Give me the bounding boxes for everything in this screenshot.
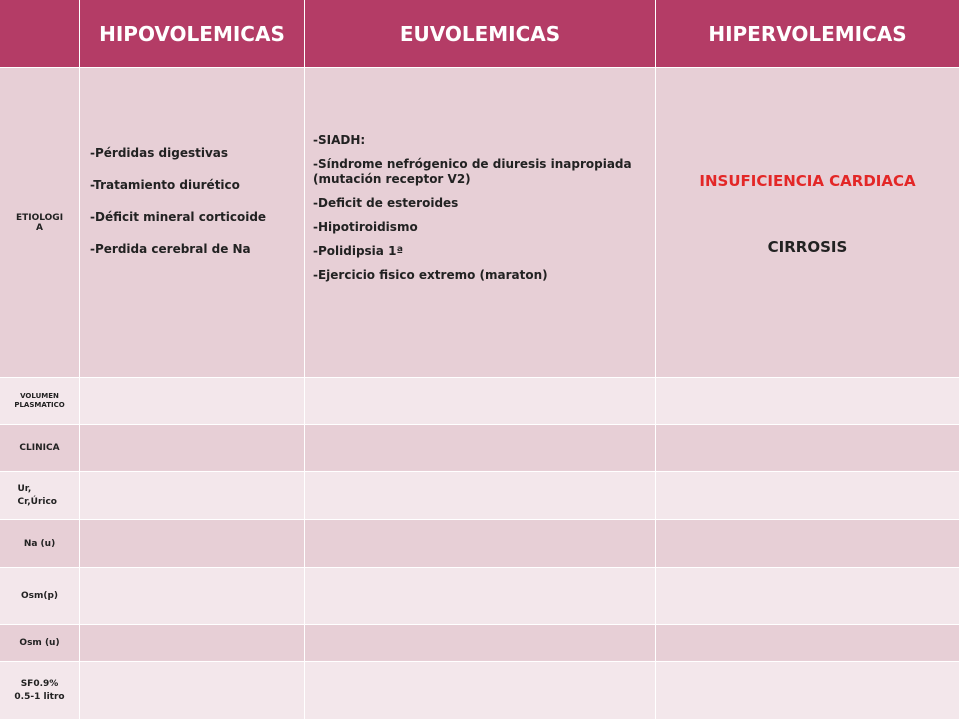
cirrosis-text: CIRROSIS xyxy=(767,238,848,256)
row-label-etiologia-text: ETIOLOGIA xyxy=(15,212,64,233)
osm-u-euvolemicas xyxy=(305,625,656,662)
row-label-osm-u xyxy=(0,625,80,662)
sf-hipervolemicas xyxy=(656,662,960,720)
na-euvolemicas xyxy=(305,520,656,568)
urea-hipervolemicas xyxy=(656,472,960,520)
etiologia-hipervolemicas xyxy=(656,68,960,378)
row-label-volumen xyxy=(0,378,80,425)
volumen-euvolemicas xyxy=(305,378,656,425)
row-label-clinica-text: CLINICA xyxy=(19,443,60,453)
list-item: -Tratamiento diurético xyxy=(90,178,240,192)
row-label-sf-text: SF0.9% 0.5-1 litro xyxy=(14,678,65,702)
list-item: -Síndrome nefrógenico de diuresis inapropiada (mutación receptor V2) xyxy=(313,157,632,186)
row-label-etiologia xyxy=(0,68,80,378)
header-corner xyxy=(0,0,80,68)
list-item: -Polidipsia 1ª xyxy=(313,244,404,258)
row-label-na xyxy=(0,520,80,568)
na-hipervolemicas xyxy=(656,520,960,568)
sf-euvolemicas xyxy=(305,662,656,720)
etiologia-hipovolemicas xyxy=(80,68,305,378)
na-hipovolemicas xyxy=(80,520,305,568)
list-item: -Ejercicio fisico extremo (maraton) xyxy=(313,268,548,282)
list-item: -SIADH: xyxy=(313,133,366,147)
osm-u-hipovolemicas xyxy=(80,625,305,662)
row-label-osm-p xyxy=(0,568,80,625)
header-euvolemicas xyxy=(305,0,656,68)
header-hipervolemicas-label: HIPERVOLEMICAS xyxy=(708,21,907,46)
list-item: -Hipotiroidismo xyxy=(313,220,418,234)
list-item: -Deficit de esteroides xyxy=(313,196,459,210)
osm-p-hipervolemicas xyxy=(656,568,960,625)
list-item: -Déficit mineral corticoide xyxy=(90,210,267,224)
etiologia-euvolemicas xyxy=(305,68,656,378)
header-hipovolemicas xyxy=(80,0,305,68)
row-label-sf xyxy=(0,662,80,720)
clinica-hipervolemicas xyxy=(656,425,960,472)
osm-p-euvolemicas xyxy=(305,568,656,625)
clinica-euvolemicas xyxy=(305,425,656,472)
urea-hipovolemicas xyxy=(80,472,305,520)
list-item: -Perdida cerebral de Na xyxy=(90,242,251,256)
volumen-hipervolemicas xyxy=(656,378,960,425)
list-item: -Pérdidas digestivas xyxy=(90,146,229,160)
header-hipervolemicas xyxy=(656,0,960,68)
insuficiencia-cardiaca-text: INSUFICIENCIA CARDIACA xyxy=(699,172,916,190)
header-euvolemicas-label: EUVOLEMICAS xyxy=(399,21,561,46)
row-label-osm-p-text: Osm(p) xyxy=(20,591,59,601)
row-label-urea-text: Ur, Cr,Úrico xyxy=(17,483,57,507)
osm-u-hipervolemicas xyxy=(656,625,960,662)
row-label-clinica xyxy=(0,425,80,472)
volumen-hipovolemicas xyxy=(80,378,305,425)
osm-p-hipovolemicas xyxy=(80,568,305,625)
clinica-hipovolemicas xyxy=(80,425,305,472)
row-label-volumen-text: VOLUMEN PLASMATICO xyxy=(14,392,65,409)
row-label-osm-u-text: Osm (u) xyxy=(19,638,60,648)
row-label-na-text: Na (u) xyxy=(23,538,56,549)
header-hipovolemicas-label: HIPOVOLEMICAS xyxy=(99,21,285,46)
urea-euvolemicas xyxy=(305,472,656,520)
sf-hipovolemicas xyxy=(80,662,305,720)
row-label-urea xyxy=(0,472,80,520)
